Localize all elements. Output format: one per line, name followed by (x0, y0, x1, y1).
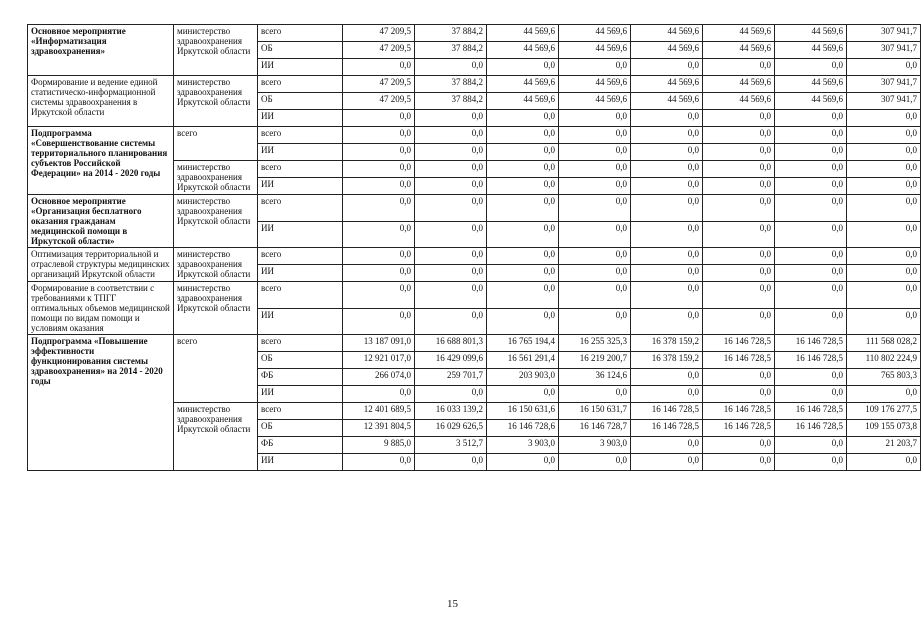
amount-cell: 0,0 (559, 59, 631, 76)
amount-cell: 0,0 (631, 110, 703, 127)
amount-cell: 44 569,6 (703, 93, 775, 110)
amount-cell: 0,0 (487, 454, 559, 471)
amount-cell: 44 569,6 (487, 42, 559, 59)
amount-cell: 0,0 (559, 127, 631, 144)
amount-cell: 16 219 200,7 (559, 352, 631, 369)
amount-cell: 3 512,7 (415, 437, 487, 454)
amount-cell: 16 146 728,5 (703, 403, 775, 420)
amount-cell: 0,0 (847, 127, 921, 144)
amount-cell: 0,0 (631, 265, 703, 282)
amount-cell: 0,0 (631, 161, 703, 178)
amount-cell: 0,0 (703, 454, 775, 471)
amount-cell: 16 146 728,5 (631, 420, 703, 437)
amount-cell: 0,0 (703, 369, 775, 386)
amount-cell: 0,0 (415, 195, 487, 222)
amount-cell: 0,0 (775, 178, 847, 195)
amount-cell: 0,0 (487, 386, 559, 403)
funding-source-cell: всего (258, 76, 343, 93)
amount-cell: 0,0 (775, 221, 847, 248)
amount-cell: 0,0 (631, 127, 703, 144)
amount-cell: 12 401 689,5 (343, 403, 415, 420)
amount-cell: 0,0 (343, 308, 415, 335)
amount-cell: 0,0 (415, 178, 487, 195)
amount-cell: 0,0 (703, 248, 775, 265)
amount-cell: 16 033 139,2 (415, 403, 487, 420)
amount-cell: 0,0 (703, 178, 775, 195)
amount-cell: 16 146 728,5 (703, 420, 775, 437)
amount-cell: 0,0 (847, 282, 921, 309)
amount-cell: 0,0 (487, 221, 559, 248)
funding-source-cell: ИИ (258, 308, 343, 335)
funding-source-cell: ИИ (258, 265, 343, 282)
amount-cell: 0,0 (847, 308, 921, 335)
funding-source-cell: ФБ (258, 437, 343, 454)
amount-cell: 0,0 (559, 282, 631, 309)
amount-cell: 0,0 (631, 144, 703, 161)
amount-cell: 0,0 (415, 59, 487, 76)
amount-cell: 0,0 (847, 221, 921, 248)
amount-cell: 44 569,6 (559, 25, 631, 42)
amount-cell: 44 569,6 (559, 76, 631, 93)
amount-cell: 0,0 (847, 454, 921, 471)
page-number: 15 (447, 598, 458, 610)
amount-cell: 0,0 (559, 110, 631, 127)
amount-cell: 0,0 (775, 110, 847, 127)
amount-cell: 0,0 (703, 308, 775, 335)
amount-cell: 44 569,6 (775, 76, 847, 93)
amount-cell: 0,0 (775, 195, 847, 222)
amount-cell: 0,0 (343, 282, 415, 309)
table-row (28, 248, 921, 265)
program-title-cell: Формирование и ведение единой статистическо-информационной системы здравоохранения в Иркутской области (28, 76, 174, 127)
amount-cell: 0,0 (703, 144, 775, 161)
table-row (28, 76, 921, 93)
amount-cell: 0,0 (343, 161, 415, 178)
amount-cell: 44 569,6 (703, 42, 775, 59)
funding-source-cell: всего (258, 335, 343, 352)
amount-cell: 16 146 728,5 (775, 420, 847, 437)
amount-cell: 0,0 (487, 178, 559, 195)
amount-cell: 0,0 (559, 161, 631, 178)
amount-cell: 16 029 626,5 (415, 420, 487, 437)
amount-cell: 16 688 801,3 (415, 335, 487, 352)
amount-cell: 0,0 (847, 144, 921, 161)
amount-cell: 16 429 099,6 (415, 352, 487, 369)
amount-cell: 0,0 (487, 195, 559, 222)
amount-cell: 0,0 (343, 454, 415, 471)
funding-source-cell: всего (258, 161, 343, 178)
amount-cell: 16 561 291,4 (487, 352, 559, 369)
amount-cell: 0,0 (415, 308, 487, 335)
amount-cell: 0,0 (847, 178, 921, 195)
amount-cell: 0,0 (487, 110, 559, 127)
amount-cell: 0,0 (631, 59, 703, 76)
amount-cell: 109 155 073,8 (847, 420, 921, 437)
amount-cell: 0,0 (703, 110, 775, 127)
funding-source-cell: ИИ (258, 110, 343, 127)
funding-source-cell: всего (258, 248, 343, 265)
amount-cell: 0,0 (559, 265, 631, 282)
funding-source-cell: всего (258, 195, 343, 222)
amount-cell: 0,0 (487, 59, 559, 76)
amount-cell: 0,0 (343, 221, 415, 248)
amount-cell: 44 569,6 (703, 25, 775, 42)
executor-cell: всего (174, 335, 258, 403)
amount-cell: 16 378 159,2 (631, 335, 703, 352)
amount-cell: 0,0 (343, 110, 415, 127)
amount-cell: 16 146 728,5 (631, 403, 703, 420)
amount-cell: 0,0 (631, 178, 703, 195)
amount-cell: 47 209,5 (343, 93, 415, 110)
amount-cell: 0,0 (415, 265, 487, 282)
amount-cell: 0,0 (415, 386, 487, 403)
amount-cell: 0,0 (415, 221, 487, 248)
amount-cell: 12 921 017,0 (343, 352, 415, 369)
amount-cell: 16 146 728,6 (487, 420, 559, 437)
amount-cell: 0,0 (487, 144, 559, 161)
amount-cell: 44 569,6 (559, 42, 631, 59)
executor-cell: министерство здравоохранения Иркутской области (174, 282, 258, 335)
table-body (28, 25, 921, 471)
amount-cell: 16 146 728,7 (559, 420, 631, 437)
amount-cell: 16 146 728,5 (775, 403, 847, 420)
amount-cell: 44 569,6 (703, 76, 775, 93)
amount-cell: 44 569,6 (631, 25, 703, 42)
amount-cell: 16 765 194,4 (487, 335, 559, 352)
amount-cell: 0,0 (703, 161, 775, 178)
amount-cell: 0,0 (847, 265, 921, 282)
amount-cell: 0,0 (703, 195, 775, 222)
amount-cell: 0,0 (415, 454, 487, 471)
executor-cell: министерство здравоохранения Иркутской области (174, 161, 258, 195)
amount-cell: 0,0 (415, 144, 487, 161)
executor-cell: министерство здравоохранения Иркутской области (174, 195, 258, 248)
amount-cell: 0,0 (703, 127, 775, 144)
amount-cell: 47 209,5 (343, 25, 415, 42)
amount-cell: 44 569,6 (559, 93, 631, 110)
amount-cell: 307 941,7 (847, 76, 921, 93)
amount-cell: 0,0 (487, 127, 559, 144)
amount-cell: 0,0 (559, 178, 631, 195)
budget-table (27, 24, 921, 471)
amount-cell: 0,0 (775, 59, 847, 76)
amount-cell: 0,0 (703, 437, 775, 454)
amount-cell: 3 903,0 (559, 437, 631, 454)
amount-cell: 37 884,2 (415, 76, 487, 93)
amount-cell: 307 941,7 (847, 42, 921, 59)
table-row (28, 195, 921, 222)
amount-cell: 0,0 (631, 369, 703, 386)
amount-cell: 0,0 (775, 161, 847, 178)
amount-cell: 3 903,0 (487, 437, 559, 454)
amount-cell: 0,0 (559, 144, 631, 161)
amount-cell: 16 146 728,5 (775, 335, 847, 352)
amount-cell: 0,0 (775, 386, 847, 403)
amount-cell: 0,0 (631, 282, 703, 309)
table-row (28, 335, 921, 352)
funding-source-cell: ОБ (258, 420, 343, 437)
amount-cell: 0,0 (343, 59, 415, 76)
amount-cell: 0,0 (631, 386, 703, 403)
amount-cell: 9 885,0 (343, 437, 415, 454)
amount-cell: 765 803,3 (847, 369, 921, 386)
amount-cell: 266 074,0 (343, 369, 415, 386)
amount-cell: 44 569,6 (487, 93, 559, 110)
amount-cell: 0,0 (343, 386, 415, 403)
amount-cell: 0,0 (775, 369, 847, 386)
amount-cell: 0,0 (847, 110, 921, 127)
funding-source-cell: ИИ (258, 178, 343, 195)
amount-cell: 0,0 (415, 161, 487, 178)
funding-source-cell: всего (258, 282, 343, 309)
amount-cell: 0,0 (559, 195, 631, 222)
funding-source-cell: всего (258, 25, 343, 42)
amount-cell: 203 903,0 (487, 369, 559, 386)
amount-cell: 0,0 (343, 178, 415, 195)
amount-cell: 0,0 (487, 282, 559, 309)
amount-cell: 0,0 (847, 386, 921, 403)
amount-cell: 307 941,7 (847, 93, 921, 110)
funding-source-cell: ФБ (258, 369, 343, 386)
amount-cell: 307 941,7 (847, 25, 921, 42)
amount-cell: 0,0 (487, 248, 559, 265)
amount-cell: 0,0 (559, 308, 631, 335)
amount-cell: 0,0 (559, 454, 631, 471)
funding-source-cell: ИИ (258, 144, 343, 161)
amount-cell: 0,0 (343, 144, 415, 161)
amount-cell: 0,0 (415, 110, 487, 127)
executor-cell: министерство здравоохранения Иркутской области (174, 76, 258, 127)
program-title-cell: Оптимизация территориальной и отраслевой структуры медицинских организаций Иркутской области (28, 248, 174, 282)
amount-cell: 0,0 (559, 248, 631, 265)
amount-cell: 37 884,2 (415, 42, 487, 59)
funding-source-cell: ИИ (258, 386, 343, 403)
amount-cell: 16 150 631,6 (487, 403, 559, 420)
amount-cell: 0,0 (775, 248, 847, 265)
amount-cell: 44 569,6 (631, 93, 703, 110)
amount-cell: 0,0 (847, 59, 921, 76)
amount-cell: 47 209,5 (343, 76, 415, 93)
funding-source-cell: всего (258, 403, 343, 420)
amount-cell: 0,0 (487, 161, 559, 178)
amount-cell: 0,0 (775, 265, 847, 282)
amount-cell: 0,0 (703, 386, 775, 403)
amount-cell: 0,0 (775, 144, 847, 161)
amount-cell: 44 569,6 (775, 93, 847, 110)
executor-cell: министерство здравоохранения Иркутской области (174, 25, 258, 76)
funding-source-cell: ИИ (258, 454, 343, 471)
amount-cell: 16 146 728,5 (775, 352, 847, 369)
amount-cell: 37 884,2 (415, 25, 487, 42)
funding-source-cell: ОБ (258, 352, 343, 369)
amount-cell: 0,0 (703, 221, 775, 248)
amount-cell: 44 569,6 (487, 25, 559, 42)
amount-cell: 0,0 (415, 248, 487, 265)
funding-source-cell: всего (258, 127, 343, 144)
executor-cell: всего (174, 127, 258, 161)
amount-cell: 0,0 (847, 248, 921, 265)
amount-cell: 21 203,7 (847, 437, 921, 454)
table-row (28, 25, 921, 42)
amount-cell: 0,0 (631, 248, 703, 265)
amount-cell: 44 569,6 (631, 76, 703, 93)
amount-cell: 0,0 (559, 221, 631, 248)
amount-cell: 12 391 804,5 (343, 420, 415, 437)
amount-cell: 0,0 (343, 265, 415, 282)
amount-cell: 0,0 (631, 454, 703, 471)
amount-cell: 0,0 (775, 282, 847, 309)
amount-cell: 0,0 (487, 308, 559, 335)
program-title-cell: Основное мероприятие «Организация бесплатного оказания гражданам медицинской помощи в Иркутской области» (28, 195, 174, 248)
amount-cell: 0,0 (559, 386, 631, 403)
amount-cell: 0,0 (703, 265, 775, 282)
amount-cell: 0,0 (343, 195, 415, 222)
amount-cell: 0,0 (631, 195, 703, 222)
amount-cell: 13 187 091,0 (343, 335, 415, 352)
amount-cell: 16 150 631,7 (559, 403, 631, 420)
executor-cell: министерство здравоохранения Иркутской области (174, 248, 258, 282)
funding-source-cell: ИИ (258, 59, 343, 76)
amount-cell: 47 209,5 (343, 42, 415, 59)
amount-cell: 0,0 (487, 265, 559, 282)
amount-cell: 109 176 277,5 (847, 403, 921, 420)
amount-cell: 44 569,6 (631, 42, 703, 59)
amount-cell: 0,0 (631, 221, 703, 248)
funding-source-cell: ОБ (258, 93, 343, 110)
amount-cell: 16 146 728,5 (703, 352, 775, 369)
table-row (28, 127, 921, 144)
amount-cell: 0,0 (775, 454, 847, 471)
funding-source-cell: ОБ (258, 42, 343, 59)
table-row (28, 282, 921, 309)
amount-cell: 0,0 (631, 437, 703, 454)
amount-cell: 259 701,7 (415, 369, 487, 386)
executor-cell: министерство здравоохранения Иркутской области (174, 403, 258, 471)
amount-cell: 16 146 728,5 (703, 335, 775, 352)
amount-cell: 0,0 (343, 248, 415, 265)
amount-cell: 36 124,6 (559, 369, 631, 386)
amount-cell: 0,0 (703, 59, 775, 76)
program-title-cell: Основное мероприятие «Информатизация здравоохранения» (28, 25, 174, 76)
amount-cell: 16 255 325,3 (559, 335, 631, 352)
amount-cell: 0,0 (775, 437, 847, 454)
amount-cell: 0,0 (847, 195, 921, 222)
amount-cell: 44 569,6 (487, 76, 559, 93)
amount-cell: 0,0 (775, 127, 847, 144)
funding-source-cell: ИИ (258, 221, 343, 248)
amount-cell: 110 802 224,9 (847, 352, 921, 369)
amount-cell: 16 378 159,2 (631, 352, 703, 369)
amount-cell: 0,0 (343, 127, 415, 144)
program-title-cell: Подпрограмма «Совершенствование системы территориального планирования субъектов Российской Федерации» на 2014 - 2020 годы (28, 127, 174, 195)
amount-cell: 37 884,2 (415, 93, 487, 110)
amount-cell: 0,0 (415, 282, 487, 309)
program-title-cell: Подпрограмма «Повышение эффективности функционирования системы здравоохранения» на 2014 - 2020 годы (28, 335, 174, 471)
amount-cell: 0,0 (703, 282, 775, 309)
amount-cell: 0,0 (415, 127, 487, 144)
amount-cell: 44 569,6 (775, 42, 847, 59)
amount-cell: 44 569,6 (775, 25, 847, 42)
amount-cell: 0,0 (775, 308, 847, 335)
amount-cell: 0,0 (847, 161, 921, 178)
program-title-cell: Формирование в соответствии с требованиями к ТПГГ оптимальных объемов медицинской помощи по видам помощи и условиям оказания (28, 282, 174, 335)
amount-cell: 111 568 028,2 (847, 335, 921, 352)
amount-cell: 0,0 (631, 308, 703, 335)
